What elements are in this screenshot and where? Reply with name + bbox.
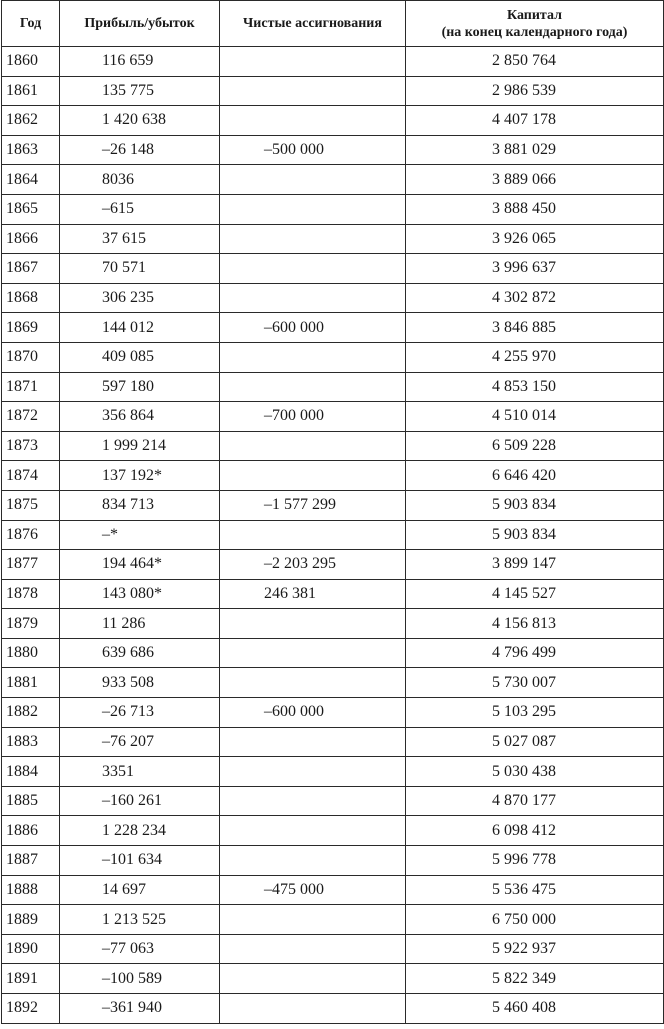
capital-cell: 5 903 834: [406, 490, 664, 520]
profit-cell: 834 713: [60, 490, 220, 520]
profit-cell: 409 085: [60, 342, 220, 372]
table-row: [2, 964, 664, 994]
allocation-cell: [220, 609, 406, 639]
year-cell: 1892: [2, 994, 60, 1024]
profit-cell: 116 659: [60, 47, 220, 77]
year-cell: 1860: [2, 47, 60, 77]
capital-cell: 5 103 295: [406, 698, 664, 728]
table-row: [2, 224, 664, 254]
profit-cell: 14 697: [60, 875, 220, 905]
year-cell: 1873: [2, 431, 60, 461]
capital-cell: 5 903 834: [406, 520, 664, 550]
capital-cell: 3 846 885: [406, 313, 664, 343]
profit-cell: 306 235: [60, 283, 220, 313]
table-row: [2, 106, 664, 136]
capital-cell: 2 850 764: [406, 47, 664, 77]
profit-cell: 143 080*: [60, 579, 220, 609]
capital-cell: 4 255 970: [406, 342, 664, 372]
profit-cell: –101 634: [60, 846, 220, 876]
year-cell: 1870: [2, 342, 60, 372]
header-allocations: Чистые ассигнования: [220, 1, 406, 47]
capital-cell: 5 030 438: [406, 757, 664, 787]
header-profit: Прибыль/убыток: [60, 1, 220, 47]
allocation-cell: [220, 76, 406, 106]
profit-cell: 1 999 214: [60, 431, 220, 461]
year-cell: 1875: [2, 490, 60, 520]
table-row: [2, 520, 664, 550]
allocation-cell: [220, 816, 406, 846]
table-row: [2, 786, 664, 816]
capital-cell: 2 986 539: [406, 76, 664, 106]
table-body: [2, 47, 664, 1024]
capital-cell: 4 870 177: [406, 786, 664, 816]
table-header: [2, 1, 664, 47]
allocation-cell: [220, 47, 406, 77]
table-row: [2, 76, 664, 106]
table-row: [2, 47, 664, 77]
capital-cell: 4 302 872: [406, 283, 664, 313]
profit-cell: –76 207: [60, 727, 220, 757]
table-row: [2, 698, 664, 728]
table-row: [2, 342, 664, 372]
year-cell: 1878: [2, 579, 60, 609]
year-cell: 1882: [2, 698, 60, 728]
capital-cell: 5 460 408: [406, 994, 664, 1024]
capital-cell: 6 098 412: [406, 816, 664, 846]
year-cell: 1874: [2, 461, 60, 491]
allocation-cell: [220, 224, 406, 254]
allocation-cell: –2 203 295: [220, 550, 406, 580]
year-cell: 1883: [2, 727, 60, 757]
profit-cell: –100 589: [60, 964, 220, 994]
table-row: [2, 165, 664, 195]
table-row: [2, 757, 664, 787]
allocation-cell: –700 000: [220, 402, 406, 432]
allocation-cell: –600 000: [220, 698, 406, 728]
allocation-cell: [220, 342, 406, 372]
capital-cell: 4 510 014: [406, 402, 664, 432]
table-row: [2, 579, 664, 609]
profit-cell: 639 686: [60, 638, 220, 668]
profit-cell: 137 192*: [60, 461, 220, 491]
table-row: [2, 372, 664, 402]
header-capital: [406, 1, 664, 47]
capital-cell: 4 145 527: [406, 579, 664, 609]
allocation-cell: [220, 905, 406, 935]
year-cell: 1880: [2, 638, 60, 668]
capital-cell: 4 407 178: [406, 106, 664, 136]
profit-cell: –615: [60, 194, 220, 224]
profit-cell: 37 615: [60, 224, 220, 254]
allocation-cell: [220, 372, 406, 402]
year-cell: 1881: [2, 668, 60, 698]
profit-cell: 135 775: [60, 76, 220, 106]
allocation-cell: [220, 165, 406, 195]
profit-cell: 70 571: [60, 254, 220, 284]
year-cell: 1863: [2, 135, 60, 165]
table-row: [2, 550, 664, 580]
allocation-cell: –500 000: [220, 135, 406, 165]
year-cell: 1884: [2, 757, 60, 787]
allocation-cell: [220, 520, 406, 550]
table-row: [2, 431, 664, 461]
allocation-cell: [220, 431, 406, 461]
table-row: [2, 490, 664, 520]
table-row: [2, 905, 664, 935]
allocation-cell: [220, 638, 406, 668]
profit-cell: 1 213 525: [60, 905, 220, 935]
year-cell: 1871: [2, 372, 60, 402]
profit-cell: 8036: [60, 165, 220, 195]
capital-cell: 3 881 029: [406, 135, 664, 165]
allocation-cell: [220, 757, 406, 787]
profit-cell: 194 464*: [60, 550, 220, 580]
year-cell: 1865: [2, 194, 60, 224]
table-row: [2, 668, 664, 698]
table-row: [2, 994, 664, 1024]
profit-cell: –*: [60, 520, 220, 550]
header-row: [2, 1, 664, 47]
allocation-cell: [220, 727, 406, 757]
profit-cell: –361 940: [60, 994, 220, 1024]
profit-cell: 597 180: [60, 372, 220, 402]
allocation-cell: [220, 106, 406, 136]
allocation-cell: [220, 994, 406, 1024]
capital-cell: 4 853 150: [406, 372, 664, 402]
capital-cell: 3 899 147: [406, 550, 664, 580]
profit-cell: 356 864: [60, 402, 220, 432]
table-row: [2, 461, 664, 491]
allocation-cell: –1 577 299: [220, 490, 406, 520]
year-cell: 1861: [2, 76, 60, 106]
table-row: [2, 816, 664, 846]
allocation-cell: [220, 934, 406, 964]
year-cell: 1864: [2, 165, 60, 195]
year-cell: 1886: [2, 816, 60, 846]
year-cell: 1889: [2, 905, 60, 935]
year-cell: 1868: [2, 283, 60, 313]
profit-cell: –26 148: [60, 135, 220, 165]
allocation-cell: [220, 964, 406, 994]
allocation-cell: [220, 786, 406, 816]
profit-cell: –26 713: [60, 698, 220, 728]
capital-cell: 5 027 087: [406, 727, 664, 757]
table-row: [2, 934, 664, 964]
profit-cell: 933 508: [60, 668, 220, 698]
capital-cell: 3 926 065: [406, 224, 664, 254]
year-cell: 1862: [2, 106, 60, 136]
capital-cell: 3 888 450: [406, 194, 664, 224]
table-row: [2, 638, 664, 668]
table-row: [2, 875, 664, 905]
profit-cell: 11 286: [60, 609, 220, 639]
profit-cell: 3351: [60, 757, 220, 787]
capital-cell: 5 922 937: [406, 934, 664, 964]
allocation-cell: [220, 283, 406, 313]
capital-cell: 3 996 637: [406, 254, 664, 284]
year-cell: 1890: [2, 934, 60, 964]
year-cell: 1869: [2, 313, 60, 343]
capital-cell: 5 822 349: [406, 964, 664, 994]
profit-cell: 144 012: [60, 313, 220, 343]
year-cell: 1891: [2, 964, 60, 994]
allocation-cell: –475 000: [220, 875, 406, 905]
year-cell: 1887: [2, 846, 60, 876]
year-cell: 1866: [2, 224, 60, 254]
table-row: [2, 194, 664, 224]
profit-cell: –160 261: [60, 786, 220, 816]
year-cell: 1876: [2, 520, 60, 550]
allocation-cell: [220, 846, 406, 876]
table-row: [2, 254, 664, 284]
capital-cell: 3 889 066: [406, 165, 664, 195]
capital-cell: 6 646 420: [406, 461, 664, 491]
year-cell: 1877: [2, 550, 60, 580]
capital-table: [1, 0, 664, 1024]
allocation-cell: –600 000: [220, 313, 406, 343]
year-cell: 1879: [2, 609, 60, 639]
year-cell: 1888: [2, 875, 60, 905]
table-row: [2, 402, 664, 432]
capital-cell: 5 730 007: [406, 668, 664, 698]
profit-cell: 1 420 638: [60, 106, 220, 136]
table-row: [2, 609, 664, 639]
allocation-cell: 246 381: [220, 579, 406, 609]
capital-cell: 6 509 228: [406, 431, 664, 461]
table-row: [2, 135, 664, 165]
header-capital-line1: Капитал: [507, 7, 562, 23]
capital-cell: 4 796 499: [406, 638, 664, 668]
year-cell: 1867: [2, 254, 60, 284]
profit-cell: 1 228 234: [60, 816, 220, 846]
allocation-cell: [220, 194, 406, 224]
capital-cell: 5 996 778: [406, 846, 664, 876]
profit-cell: –77 063: [60, 934, 220, 964]
table-row: [2, 283, 664, 313]
allocation-cell: [220, 461, 406, 491]
year-cell: 1872: [2, 402, 60, 432]
allocation-cell: [220, 254, 406, 284]
capital-cell: 6 750 000: [406, 905, 664, 935]
header-capital-line2: (на конец календарного года): [441, 24, 628, 40]
capital-cell: 4 156 813: [406, 609, 664, 639]
capital-cell: 5 536 475: [406, 875, 664, 905]
header-year: Год: [2, 1, 60, 47]
year-cell: 1885: [2, 786, 60, 816]
table-row: [2, 727, 664, 757]
table-row: [2, 846, 664, 876]
allocation-cell: [220, 668, 406, 698]
table-row: [2, 313, 664, 343]
